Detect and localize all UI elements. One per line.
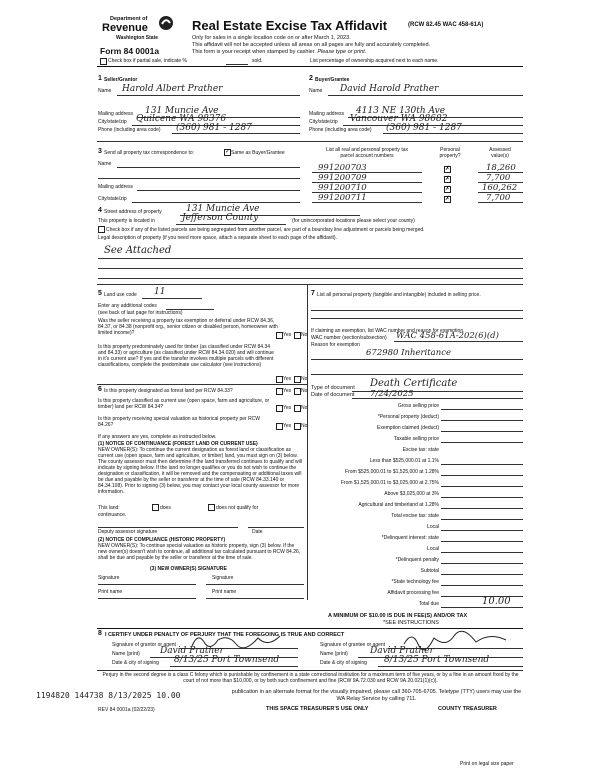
land-use-code[interactable]: 11: [154, 287, 166, 297]
land-does-not-label: does not qualify for: [216, 505, 259, 511]
cashier-stamp: 1194820 144738 8/13/2025 10.00: [36, 691, 181, 700]
additional-codes-note: (see back of last page for instructions): [98, 310, 183, 316]
land-does-label: does: [160, 505, 171, 511]
current-use-yes-checkbox[interactable]: [276, 405, 283, 412]
personal-property-checkbox[interactable]: ✗: [445, 196, 451, 202]
county-treasurer-label: COUNTY TREASURER: [438, 706, 497, 712]
calc-label: Local: [427, 524, 439, 530]
seller-name[interactable]: Harold Albert Prather: [122, 84, 223, 94]
section-4-number: 4: [98, 207, 102, 214]
calc-label: Above $3,025,000 at 3%: [384, 491, 439, 497]
legal-description[interactable]: See Attached: [104, 245, 172, 256]
section-7-number: 7: [311, 290, 315, 297]
section-1-number: 1: [98, 75, 102, 82]
dept-line1: Department of: [110, 16, 148, 22]
legal-desc-label: Legal description of property (if you need more space, attach a separate sheet to each page of the affidavit).: [98, 235, 337, 241]
calc-label: Agricultural and timberland at 1.28%: [358, 502, 439, 508]
note-2: This affidavit will not be accepted unless all areas on all pages are fully and accurately completed.: [192, 42, 431, 48]
corr-name-label: Name: [98, 161, 112, 167]
historic-no-label: No: [301, 423, 308, 429]
document-type-label: Type of document: [311, 385, 355, 391]
exemption-no-checkbox[interactable]: [294, 332, 301, 339]
if-yes-note: If any answers are yes, complete as instructed below.: [98, 434, 217, 440]
seller-mailing-label: Mailing address: [98, 111, 134, 117]
parcel-col-header-2: Personal property?: [439, 147, 461, 159]
section-3-number: 3: [98, 148, 102, 155]
parcel-number[interactable]: 991200710: [318, 183, 367, 193]
notice-2-body: NEW OWNER(S): To continue special valuation as historic property, sign (3) below. If the new owner(s) doesn't wish to continue, all additional tax calculated pursuant to RCW 84.26, shall be due and payable by the seller or transferor at the time of sale.: [98, 543, 301, 561]
section-6-number: 6: [98, 386, 102, 393]
exemption-note: If claiming an exemption, list WAC number and reason for exemption.: [311, 328, 465, 334]
calc-label: *Delinquent interest: state: [381, 535, 439, 541]
note-1: Only for sales in a single location code on or after March 1, 2023.: [192, 35, 351, 41]
buyer-city-label: City/state/zip: [309, 119, 338, 125]
document-date[interactable]: 7/24/2025: [370, 389, 414, 399]
form-citation: (RCW 82.45 WAC 458-61A): [408, 22, 484, 28]
historic-yes-label: Yes: [283, 423, 292, 429]
form-number: Form 84 0001a: [100, 46, 160, 56]
form-title: Real Estate Excise Tax Affidavit: [192, 18, 388, 33]
ownership-note: List percentage of ownership acquired next to each name.: [310, 58, 439, 64]
continuance-label: continuance.: [98, 512, 127, 518]
seller-name-label: Name: [98, 88, 112, 94]
grantor-name[interactable]: David Prather: [160, 646, 224, 656]
exemption-question: Was the seller receiving a property tax exemption or deferral under RCW 84.36, 84.37, or 84.38 (nonprofit org., senior citizen or disabled person, homeowner with limited income)?: [98, 318, 278, 336]
forest-yes-label: Yes: [283, 388, 292, 394]
personal-property-checkbox[interactable]: ✗: [445, 176, 451, 182]
certification-statement: I CERTIFY UNDER PENALTY OF PERJURY THAT THE FOREGOING IS TRUE AND CORRECT: [105, 632, 345, 638]
new-owner-print-label-2: Print name: [212, 589, 237, 595]
buyer-mailing-label: Mailing address: [309, 111, 345, 117]
location-note: (for unincorporated locations please select your county): [292, 218, 415, 224]
parcel-number[interactable]: 991200703: [318, 163, 367, 173]
total-due-value[interactable]: 10.00: [482, 596, 511, 607]
calc-label: Total due: [418, 601, 439, 607]
grantor-date-city[interactable]: 8/13/25 Port Townsend: [174, 655, 280, 665]
parcel-number[interactable]: 991200709: [318, 173, 367, 183]
see-instructions-note: *SEE INSTRUCTIONS: [383, 620, 439, 626]
buyer-city[interactable]: Vancouver WA 98682: [350, 114, 448, 124]
calc-label: *Delinquent penalty: [395, 557, 439, 563]
forest-yes-checkbox[interactable]: [276, 388, 283, 395]
exemption-reason[interactable]: 672980 Inheritance: [366, 348, 452, 358]
property-county[interactable]: Jefferson County: [182, 213, 259, 223]
calc-label: *Personal property (deduct): [377, 414, 439, 420]
seller-city-label: City/state/zip: [98, 119, 127, 125]
timber-yes-label: Yes: [283, 376, 292, 382]
notice-2-heading: (2) NOTICE OF COMPLIANCE (HISTORIC PROPERTY): [98, 537, 226, 543]
wac-label: WAC number (section/subsection): [311, 335, 387, 341]
seller-phone[interactable]: (360) 981 - 1287: [176, 123, 252, 133]
dept-line3: Washington State: [116, 35, 159, 41]
calc-label: *State technology fee: [391, 579, 439, 585]
deputy-date-label: Date: [252, 529, 263, 535]
revenue-swirl-icon: [158, 15, 174, 31]
current-use-no-label: No: [301, 405, 308, 411]
buyer-mailing[interactable]: 4113 NE 130th Ave: [356, 106, 446, 116]
timber-question: Is this property predominately used for timber (as classified under RCW 84.34 and 84.33) or agriculture (as classified under RCW 84.34.020) and will continue in it's current use? If yes and the transfer involves multiple parcels with different classifications, complete the predominate use calculator (see instructions): [98, 344, 274, 368]
calc-label: From $525,000.01 to $1,525,000 at 1.28%: [345, 469, 439, 475]
exemption-yes-checkbox[interactable]: [276, 332, 283, 339]
legal-size-note: Print on legal size paper: [460, 761, 514, 767]
calc-label: Exemption claimed (deduct): [377, 425, 439, 431]
grantee-name[interactable]: David Prather: [370, 646, 434, 656]
calc-label: Excise tax: state: [402, 447, 439, 453]
assessed-value[interactable]: 7,700: [486, 193, 511, 203]
historic-no-checkbox[interactable]: [294, 423, 301, 430]
land-does-checkbox[interactable]: [152, 504, 159, 511]
section-5-number: 5: [98, 290, 102, 297]
same-as-buyer-label: Same as Buyer/Grantee: [231, 150, 285, 156]
street-address[interactable]: 131 Muncie Ave: [186, 204, 260, 214]
section-8-number: 8: [98, 630, 102, 637]
current-use-yes-label: Yes: [283, 405, 292, 411]
buyer-phone[interactable]: (360) 981 - 1287: [386, 123, 462, 133]
personal-property-checkbox[interactable]: ✗: [445, 186, 451, 192]
assessed-value[interactable]: 18,260: [486, 163, 516, 173]
parcel-col-header-3: Assessed value(s): [489, 147, 511, 159]
personal-property-label: List all personal property (tangible and intangible) included in selling price.: [317, 292, 481, 298]
perjury-notice: Perjury in the second degree is a class C felony which is punishable by confinement in a state correctional institution for a maximum term of five years, or by a fine in an amount fixed by the court of not more than $10,000, or by both such confinement and fine (RCW 9A.72.030 and RCW 9A.20.021(1)(c)).: [102, 672, 519, 684]
buyer-heading: Buyer/Grantee: [315, 77, 350, 83]
notice-3-heading: (3) NEW OWNER(S) SIGNATURE: [150, 566, 227, 572]
grantee-signature-label: Signature of grantee or agent: [320, 642, 386, 648]
additional-codes-label: Enter any additional codes: [98, 303, 157, 309]
section-2-number: 2: [309, 75, 313, 82]
historic-question: Is this property receiving special valuation as historical property per RCW 84.26?: [98, 416, 261, 428]
seller-heading: Seller/Grantor: [104, 77, 138, 83]
partial-sale-label: Check box if partial sale, indicate %: [108, 58, 187, 64]
new-owner-signature-label: Signature: [98, 575, 120, 581]
document-type[interactable]: Death Certificate: [370, 378, 458, 389]
forest-no-label: No: [301, 388, 308, 394]
grantor-name-label: Name (print): [112, 651, 140, 657]
buyer-phone-label: Phone (including area code): [309, 127, 372, 133]
personal-property-checkbox[interactable]: ✗: [445, 166, 451, 172]
buyer-name-label: Name: [309, 88, 323, 94]
location-label: This property is located in: [98, 218, 155, 224]
deputy-assessor-label: Deputy assessor signature: [98, 529, 158, 535]
exemption-yes-label: Yes: [283, 332, 292, 338]
partial-sale-checkbox[interactable]: [100, 58, 107, 65]
timber-yes-checkbox[interactable]: [276, 376, 283, 383]
land-use-label: Land use code: [104, 292, 137, 298]
revision-label: REV 84 0001a (02/22/23): [98, 707, 155, 713]
grantee-date-city[interactable]: 8/13/25 Port Townsend: [384, 655, 490, 665]
same-as-buyer-checkbox[interactable]: ✓: [225, 149, 231, 155]
notice-1-body: NEW OWNER(S): To continue the current designation as forest land or classification as current use (open space, farm and agriculture, or timber) land, you must sign on (3) below. The county assessor must then determine if the land transferred continues to qualify and will indicate by signing below. If the land no longer qualifies or you do not wish to continue the designation or classification, it will be removed and the compensating or additional taxes will be due and payable by the seller or transferor at the time of sale (RCW 84.33.140 or 84.34.108). Prior to signing (3) below, you may contact your local county assessor for more information.: [98, 447, 302, 495]
segregation-checkbox[interactable]: [98, 226, 105, 233]
grantee-name-label: Name (print): [320, 651, 348, 657]
alternate-format-note: publication in an alternate format for the visually impaired, please call 360-705-6705. Teletype (TTY) users may use the WA Relay Service by calling 711.: [231, 689, 522, 702]
wac-number[interactable]: WAC 458-61A-202(6)(d): [396, 331, 499, 341]
note-3: This form is your receipt when stamped by cashier. Please type or print.: [192, 49, 367, 55]
calc-label: From $1,525,000.01 to $3,025,000 at 2.75%: [340, 480, 439, 486]
calc-label: Gross selling price: [397, 403, 439, 409]
corr-city-label: City/state/zip: [98, 196, 127, 202]
notice-1-heading: (1) NOTICE OF CONTINUANCE (FOREST LAND OR CURRENT USE): [98, 441, 258, 447]
calc-label: Affidavit processing fee: [387, 590, 439, 596]
sold-label: sold.: [252, 58, 263, 64]
calc-label: Total excise tax: state: [391, 513, 439, 519]
new-owner-signature-label-2: Signature: [212, 575, 234, 581]
calc-label: Subtotal: [420, 568, 439, 574]
assessed-value[interactable]: 160,262: [482, 183, 518, 193]
calc-label: Less than $525,000.01 at 1.1%: [369, 458, 439, 464]
correspondence-heading: Send all property tax correspondence to:: [104, 150, 195, 156]
parcel-col-header-1: List all real and personal property tax parcel account numbers: [326, 147, 408, 159]
corr-mailing-label: Mailing address: [98, 184, 134, 190]
calc-label: Taxable selling price: [393, 436, 439, 442]
current-use-question: Is this property classified as current use (open space, farm and agriculture, or timber) land per RCW 84.34?: [98, 398, 270, 410]
buyer-name[interactable]: David Harold Prather: [340, 84, 439, 94]
grantor-signature-label: Signature of grantor or agent: [112, 642, 176, 648]
this-land-label: This land:: [98, 505, 120, 511]
assessed-value[interactable]: 7,700: [486, 173, 511, 183]
calc-label: Local: [427, 546, 439, 552]
reason-label: Reason for exemption: [311, 342, 360, 348]
treasurer-use-label: THIS SPACE TREASURER'S USE ONLY: [266, 706, 369, 712]
document-date-label: Date of document: [311, 392, 355, 398]
timber-no-checkbox[interactable]: [294, 376, 301, 383]
parcel-number[interactable]: 991200711: [318, 193, 367, 203]
grantee-date-label: Date & city of signing: [320, 660, 367, 666]
new-owner-print-label: Print name: [98, 589, 123, 595]
seller-phone-label: Phone (including area code): [98, 127, 161, 133]
seller-city[interactable]: Quilcene WA 98376: [136, 114, 227, 124]
timber-no-label: No: [301, 376, 308, 382]
exemption-no-label: No: [301, 332, 308, 338]
street-label: Street address of property: [104, 209, 162, 215]
current-use-no-checkbox[interactable]: [294, 405, 301, 412]
forest-land-question: Is this property designated as forest land per RCW 84.33?: [104, 388, 233, 394]
land-does-not-checkbox[interactable]: [208, 504, 215, 511]
seller-mailing[interactable]: 131 Muncie Ave: [145, 106, 219, 116]
minimum-due-note: A MINIMUM OF $10.00 IS DUE IN FEE(S) AND/OR TAX: [328, 613, 468, 619]
dept-line2: Revenue: [102, 22, 148, 34]
historic-yes-checkbox[interactable]: [276, 423, 283, 430]
grantor-date-label: Date & city of signing: [112, 660, 159, 666]
segregation-note: Check box if any of the listed parcels are being segregated from another parcel, are part of a boundary line adjustment or parcels being merged.: [106, 227, 425, 233]
forest-no-checkbox[interactable]: [294, 388, 301, 395]
